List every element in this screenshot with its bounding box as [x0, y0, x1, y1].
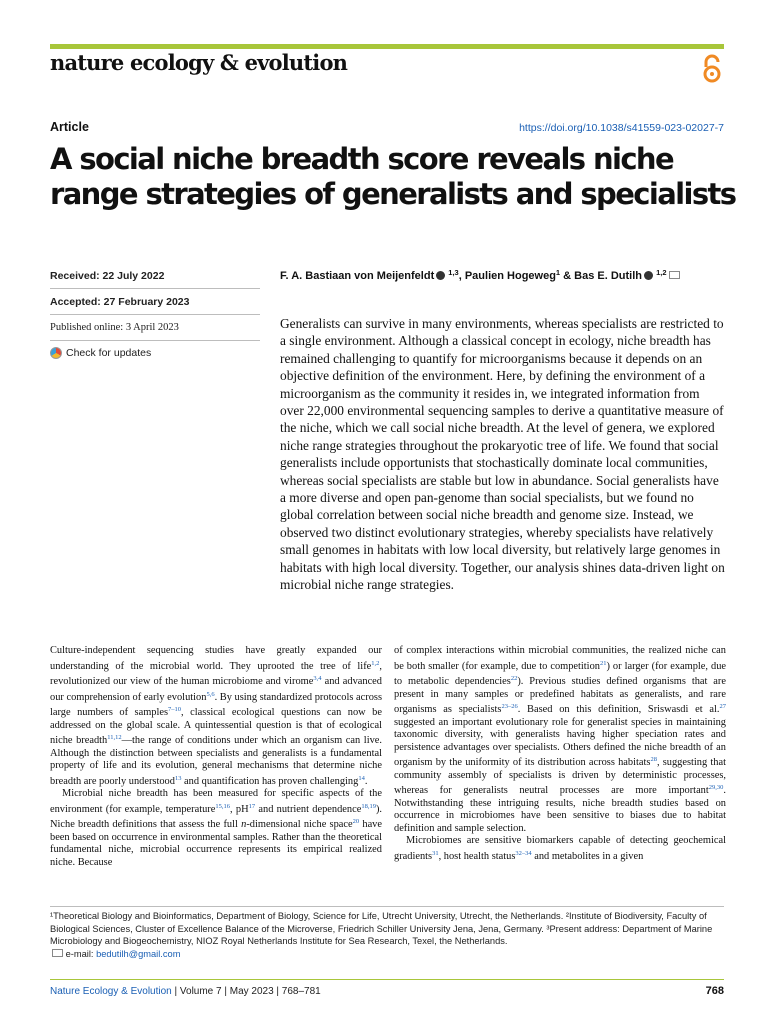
reference-link[interactable]: 3,4	[313, 675, 322, 682]
reference-link[interactable]: 15,16	[215, 802, 230, 810]
body-paragraph: of complex interactions within microbial communities, the realized niche can be both smaller (for example, due to competition$^{21}$) or larger (for example, due to metabolic dependencies$^{22}$). Previous studies defined organisms that are present in many samples or predefined habitats as generalists, and rare organisms as specialists$^{23-26}$. Based on this definition, Sriswasdi et al.$^{27}$ suggested an important evolutionary role for generalist species in maintaining taxonomic diversity, with generalists having higher speciation rates and persistence advantages over specialists. Others defined the niche breadth of an organism by the uniformity of its distribution across habitats$^{28}$, suggesting that community assembly of specialists is driven by deterministic processes, whereas for generalists neutral processes are more important$^{29,30}$. Notwithstanding these intriguing results, niche breadth studies based on occurrence in microbiomes have been sensitive to biases due to habitat definition and sample selection.	[394, 645, 727, 834]
envelope-icon	[52, 949, 63, 957]
meta-divider	[50, 340, 260, 341]
footnote-divider	[50, 906, 724, 907]
article-title: A social niche breadth score reveals niche range strategies of generalists and specialists	[50, 142, 736, 211]
affiliations	[50, 910, 724, 960]
check-for-updates-icon	[50, 347, 62, 359]
orcid-icon[interactable]	[436, 271, 445, 280]
body-paragraph: Microbial niche breadth has been measured for specific aspects of the environment (for example, temperature$^{15,16}$, pH$^{17}$ and nutrient dependence$^{18,19}$). Niche breadth definitions that assess the full n-dimensional niche space$^{20}$ have been based on occurrence in environmental samples. Rather than the theoretical fundamental niche, microbial occurrence represents its empirical realized niche. Because	[50, 788, 383, 868]
author-affiliation: 1,3	[448, 268, 459, 277]
orcid-icon[interactable]	[644, 271, 653, 280]
reference-link[interactable]: 27	[719, 703, 726, 710]
received-date: Received: 22 July 2022	[50, 270, 165, 282]
author-name[interactable]: & Bas E. Dutilh	[560, 270, 642, 282]
body-column-right	[394, 645, 726, 863]
author-list	[280, 268, 725, 282]
body-paragraph: Microbiomes are sensitive biomarkers capable of detecting geochemical gradients$^{31}$, host health status$^{32-34}$ and metabolites in a given	[394, 835, 726, 862]
reference-link[interactable]: 17	[248, 802, 256, 810]
check-for-updates-button[interactable]	[50, 347, 260, 359]
open-access-icon	[700, 54, 724, 84]
accepted-date: Accepted: 27 February 2023	[50, 296, 190, 308]
reference-link[interactable]: 13	[174, 774, 182, 782]
reference-link[interactable]: 20	[352, 818, 360, 825]
affiliation-text: ¹Theoretical Biology and Bioinformatics, Department of Biology, Science for Life, Utrecht University, Utrecht, the Netherlands. ²Institute of Biodiversity, Faculty of Biological Sciences, Cluster of Excellence Balance of the Microverse, Friedrich Schiller University Jena, Jena, Germany. ³Present address: Department of Marine Microbiology and Biogeochemistry, NIOZ Royal Netherlands Institute for Sea Research, Texel, the Netherlands.	[50, 911, 713, 947]
meta-divider	[50, 314, 260, 315]
reference-link[interactable]: 22	[510, 675, 518, 682]
correspondence: e-mail: bedutilh@gmail.com	[50, 948, 724, 961]
body-column-left	[50, 645, 382, 869]
author-affiliation: 1,2	[656, 268, 667, 277]
article-type: Article	[50, 120, 89, 134]
journal-name: nature ecology & evolution	[50, 50, 348, 75]
body-paragraph: Culture-independent sequencing studies have greatly expanded our understanding of the microbial world. They uprooted the tree of life$^{1,2}$, revolutionized our view of the human microbiome and virome$^{3,4}$ and advanced our comprehension of early evolution$^{5,6}$. By using standardized protocols across large numbers of samples$^{7-10}$, classical ecological questions can now be addressed on the global scale. A quintessential question is that of ecological niche breadth$^{11,12}$—the range of conditions under which an organism can live. Although the distinction between specialists and generalists is a fundamental property of life and its evolution, general mechanisms that determine niche breadth are poorly understood$^{13}$ and quantification has proven challenging$^{14}$.	[50, 645, 382, 787]
author-name[interactable]: F. A. Bastiaan von Meijenfeldt	[280, 270, 435, 282]
header-accent-bar	[50, 44, 724, 49]
email-link[interactable]: bedutilh@gmail.com	[96, 948, 181, 959]
reference-link[interactable]: 7–10	[168, 706, 182, 713]
author-affiliation: 1	[555, 268, 561, 277]
footer-citation	[50, 986, 321, 997]
footer-divider	[50, 979, 724, 980]
reference-link[interactable]: 32–34	[515, 849, 532, 857]
reference-link[interactable]: 5,6	[206, 690, 215, 698]
doi-link[interactable]: https://doi.org/10.1038/s41559-023-02027-7	[519, 122, 724, 134]
reference-link[interactable]: 31	[432, 849, 439, 857]
footer-journal-link[interactable]: Nature Ecology & Evolution	[50, 986, 172, 997]
page-number: 768	[705, 985, 724, 997]
reference-link[interactable]: 11,12	[107, 734, 122, 741]
reference-link[interactable]: 1,2	[371, 659, 380, 667]
abstract: Generalists can survive in many environments, whereas specialists are restricted to a single environment. Although a classical concept in ecology, niche breadth has remained challenging to quantify for microorganisms because it depends on an objective definition of the environment. Here, by defining the environment of a microorganism as the community it resides in, we integrated information from over 22,000 environmental sequencing samples to derive a quantitative measure of the niche, which we call social niche breadth. At the level of genera, we explored niche range strategies throughout the prokaryotic tree of life. We found that social generalists include opportunists that stochastically dominate local communities, whereas social specialists are stable but low in abundance. Social generalists have a more diverse and open pan-genome than social specialists, but we found no global correlation between social niche breadth and genome size. Instead, we observed two distinct evolutionary strategies, whereby specialists have relatively small genomes in habitats with low local diversity, but relatively large genomes in habitats with high local diversity. Together, our analysis shines data-driven light on microbial niche range strategies.	[280, 316, 725, 593]
envelope-icon[interactable]	[669, 271, 680, 279]
check-for-updates-label: Check for updates	[66, 347, 152, 359]
author-name[interactable]: , Paulien Hogeweg	[458, 270, 556, 282]
reference-link[interactable]: 29,30	[708, 784, 724, 791]
reference-link[interactable]: 18,19	[361, 802, 376, 810]
published-date: Published online: 3 April 2023	[50, 322, 179, 333]
footer-volume-info: | Volume 7 | May 2023 | 768–781	[171, 986, 321, 997]
meta-divider	[50, 288, 260, 289]
reference-link[interactable]: 28	[650, 756, 657, 763]
reference-link[interactable]: 23–26	[501, 703, 518, 710]
reference-link[interactable]: 21	[599, 659, 607, 667]
reference-link[interactable]: 14	[358, 774, 365, 782]
